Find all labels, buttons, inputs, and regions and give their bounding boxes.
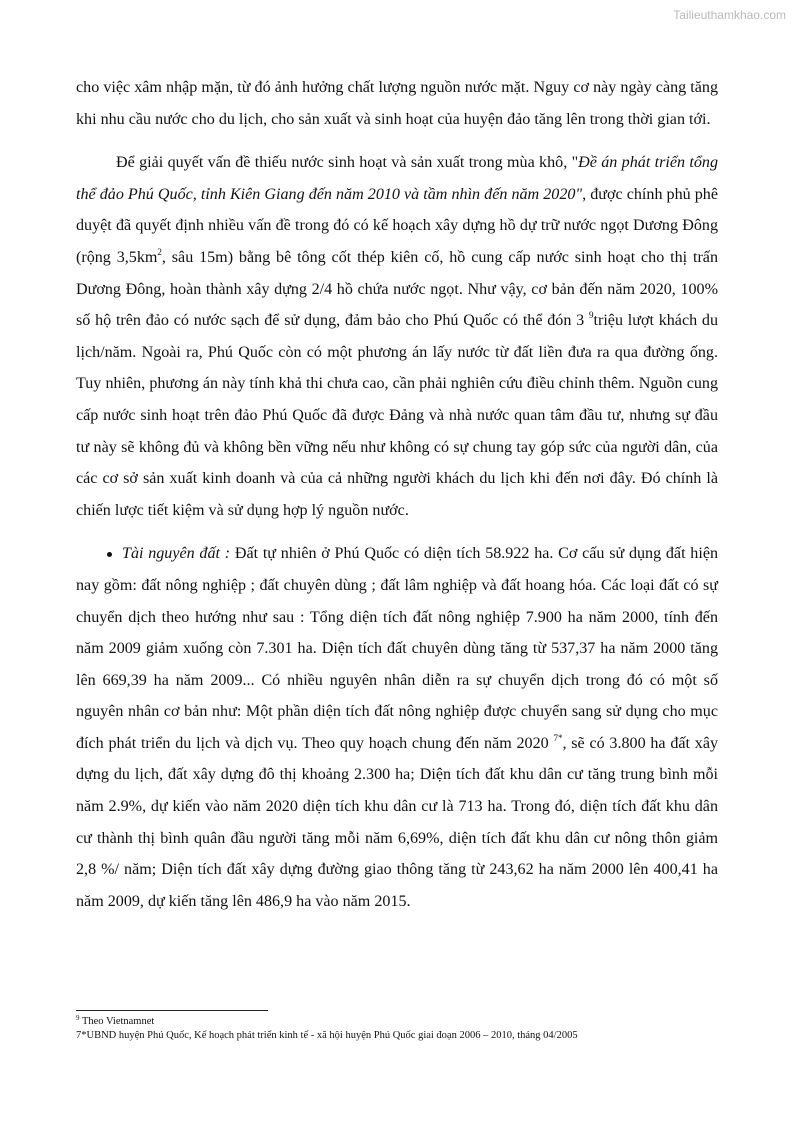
bullet-icon: [107, 552, 112, 557]
watermark: Tailieuthamkhao.com: [673, 8, 786, 22]
p2-text-d: triệu lượt khách du lịch/năm. Ngoài ra, Phú Quốc còn có một phương án lấy nước từ đất liền đưa ra qua đường ống. Tuy nhiên, phương án này tính khả thi chưa cao, cần phải nghiên cứu điều chỉnh thêm. Nguồn cung cấp nước sinh hoạt trên đảo Phú Quốc đã được Đảng và nhà nước quan tâm đầu tư, nhưng sự đầu tư này sẽ không đủ và không bền vững nếu như không có sự chung tay góp sức của người dân, của các cơ sở sản xuất kinh doanh và của cả những người khách du lịch khi đến nơi đây. Đó chính là chiến lược tiết kiệm và sử dụng hợp lý nguồn nước.: [76, 312, 718, 519]
footnote-7: 7*UBND huyện Phú Quốc, Kế hoạch phát triển kinh tế - xã hội huyện Phú Quốc giai đoạn 2006 – 2010, tháng 04/2005: [76, 1030, 578, 1041]
p2-superscript: 2: [157, 246, 162, 257]
footnotes: [76, 1010, 736, 1043]
p3-text-b: , sẽ có 3.800 ha đất xây dựng du lịch, đất xây dựng đô thị khoảng 2.300 ha; Diện tích đất khu dân cư tăng trung bình mỗi năm 2.9%, dự kiến vào năm 2020 diện tích khu dân cư là 713 ha. Trong đó, diện tích đất khu dân cư thành thị bình quân đầu người tăng mỗi năm 6,69%, diện tích đất khu dân cư nông thôn giảm 2,8 %/ năm; Diện tích đất xây dựng đường giao thông tăng từ 243,62 ha năm 2000 lên 400,41 ha năm 2009, dự kiến tăng lên 486,9 ha vào năm 2015.: [76, 734, 719, 910]
footnote-divider: [76, 1010, 268, 1011]
footnote-9: [76, 1015, 736, 1029]
page-body: [76, 72, 718, 917]
land-resources-label: Tài nguyên đất :: [122, 545, 231, 563]
p2-text-c: , sâu 15m) bằng bê tông cốt thép kiên cố, hồ cung cấp nước sinh hoạt cho thị trấn Dương Đông, hoàn thành xây dựng 2/4 hồ chứa nước ngọt. Như vậy, cơ bản đến năm 2020, 100% số hộ trên đảo có nước sạch để sử dụng, đảm bảo cho Phú Quốc có thể đón 3: [76, 248, 718, 330]
p2-text-b: , được chính phủ phê duyệt đã quyết định nhiều vấn đề trong đó có kế hoạch xây dựng hồ dự trữ nước ngọt Dương Đông (rộng 3,5km: [76, 185, 718, 266]
p2-project-title: Đề án phát triển tổng thể đảo Phú Quốc, tỉnh Kiên Giang đến năm 2010 và tầm nhìn đến năm 2020": [76, 154, 718, 203]
paragraph-land-resources: [76, 538, 718, 917]
footnote-ref-7[interactable]: 7*: [553, 732, 563, 743]
footnote-ref-9[interactable]: 9: [589, 310, 594, 321]
paragraph-water-project: [76, 147, 718, 526]
footnote-9-mark: 9: [76, 1014, 80, 1022]
footnote-9-text: Theo Vietnamnet: [81, 1016, 155, 1027]
p3-text-a: Đất tự nhiên ở Phú Quốc có diện tích 58.922 ha. Cơ cấu sử dụng đất hiện nay gồm: đất nông nghiệp ; đất chuyên dùng ; đất lâm nghiệp và đất hoang hóa. Các loại đất có sự chuyển dịch theo hướng như sau : Tổng diện tích đất nông nghiệp 7.900 ha năm 2000, tính đến năm 2009 giảm xuống còn 7.301 ha. Diện tích đất chuyên dùng tăng từ 537,37 ha năm 2000 tăng lên 669,39 ha năm 2009... Có nhiều nguyên nhân diễn ra sự chuyển dịch trong đó có một số nguyên nhân cơ bản như: Một phần diện tích đất nông nghiệp được chuyển sang sử dụng cho mục đích phát triển du lịch và dịch vụ. Theo quy hoạch chung đến năm 2020: [76, 545, 719, 752]
paragraph-water-intrusion: cho việc xâm nhập mặn, từ đó ảnh hưởng chất lượng nguồn nước mặt. Nguy cơ này ngày càng tăng khi nhu cầu nước cho du lịch, cho sản xuất và sinh hoạt của huyện đảo tăng lên trong thời gian tới.: [76, 79, 718, 128]
p2-text-a: Để giải quyết vấn đề thiếu nước sinh hoạt và sản xuất trong mùa khô, ": [116, 154, 579, 172]
